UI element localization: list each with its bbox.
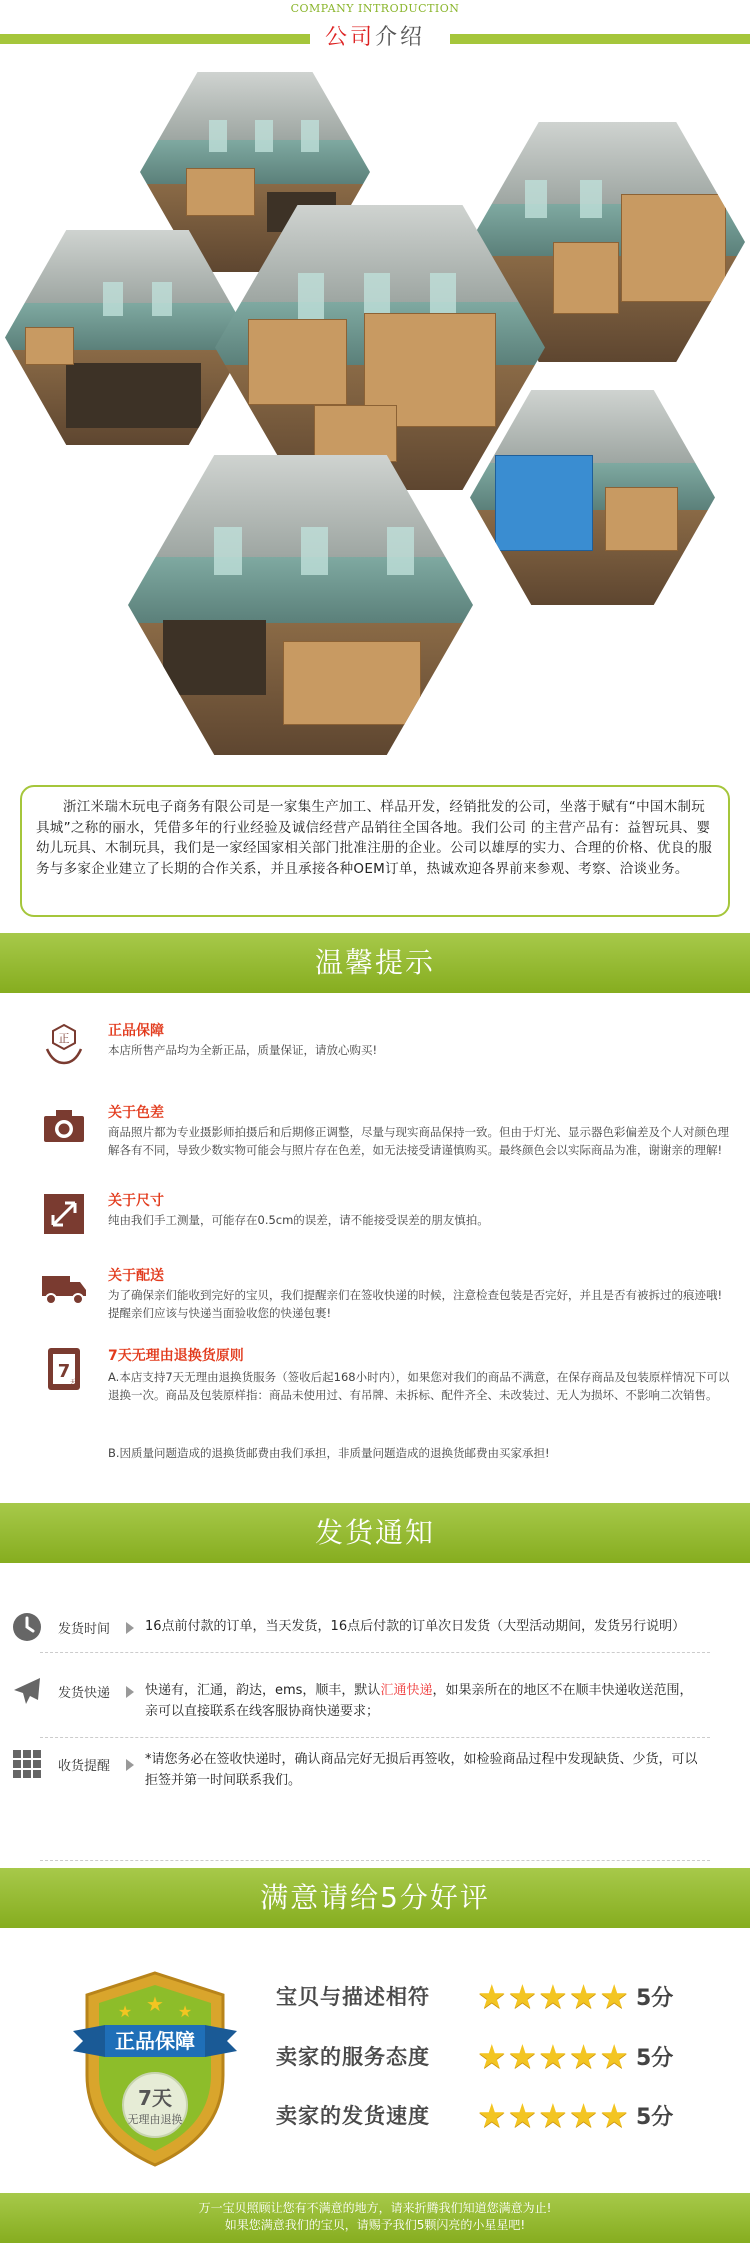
svg-text:正: 正 [58,1032,70,1045]
tip-text-b: B.因质量问题造成的退换货邮费由我们承担，非质量问题造成的退换货邮费由买家承担! [108,1446,550,1460]
tips-banner-title: 温馨提示 [314,946,435,979]
warehouse-photo-5 [470,390,715,605]
tip-delivery [40,1265,730,1325]
svg-text:★: ★ [117,2002,133,2021]
five-stars-icon: ★★★★★ [477,2096,630,2135]
svg-text:天: 天 [69,1379,77,1386]
tip-title: 正品保障 [108,1023,164,1039]
tip-text: 纯由我们手工测量，可能存在0.5cm的误差，请不能接受误差的朋友慎拍。 [108,1213,489,1227]
five-stars-icon: ★★★★★ [477,1977,630,2016]
shipping-value: 16点前付款的订单，当天发货，16点后付款的订单次日发货（大型活动期间，发货另行说明） [145,1619,686,1634]
rating-label: 卖家的服务态度 [276,2045,430,2069]
arrow-right-icon [126,1759,134,1771]
resize-icon [40,1190,88,1238]
svg-text:★: ★ [177,2002,193,2021]
tip-color [40,1102,730,1182]
genuine-icon [40,1020,88,1068]
arrow-right-icon [126,1622,134,1634]
shipping-label: 收货提醒 [58,1759,111,1774]
svg-text:7: 7 [57,1361,71,1382]
svg-text:★: ★ [146,1992,164,2016]
tips-banner [0,933,750,993]
shipping-banner-title: 发货通知 [314,1516,435,1549]
rating-row-description [270,1975,710,2015]
rating-score: 5分 [636,2046,674,2071]
shipping-value: *请您务必在签收快递时，确认商品完好无损后再签收，如检验商品过程中发现缺货、少货，可以拒签并第一时间联系我们。 [145,1752,698,1788]
tip-text: 本店所售产品均为全新正品，质量保证，请放心购买! [108,1043,378,1057]
footer-banner [0,2193,750,2243]
shipping-banner [0,1503,750,1563]
badge-sub: 无理由退换 [127,2113,183,2126]
rating-label: 宝贝与描述相符 [276,1985,430,2009]
divider [40,1860,710,1861]
rating-banner [0,1868,750,1928]
rating-score: 5分 [636,2105,674,2130]
return-icon [40,1345,88,1393]
divider [40,1652,710,1653]
camera-icon [40,1102,88,1150]
shipping-row-time [0,1610,750,1650]
rating-row-service [270,2035,710,2075]
divider [40,1737,710,1738]
arrow-right-icon [126,1686,134,1698]
five-stars-icon: ★★★★★ [477,2037,630,2076]
tip-text: 为了确保亲们能收到完好的宝贝，我们提醒亲们在签收快递的时候，注意检查包装是否完好，并且是否有被拆过的痕迹哦! 提醒亲们应该与快递当面验收您的快递包裹! [108,1288,723,1320]
tip-title: 7天无理由退换货原则 [108,1348,244,1364]
clock-icon [10,1610,44,1644]
shipping-label: 发货时间 [58,1622,111,1637]
warehouse-photo-gallery [0,60,750,770]
badge-title: 正品保障 [115,2029,195,2053]
rating-row-shipping [270,2094,710,2134]
footer-line-2: 如果您满意我们的宝贝，请赐予我们5颗闪亮的小星星吧! [224,2218,526,2232]
tip-title: 关于色差 [108,1105,164,1121]
shipping-label: 发货快递 [58,1686,111,1701]
grid-icon [10,1747,44,1781]
truck-icon [40,1265,88,1313]
shipping-row-express [0,1670,750,1730]
header-title: 公司介绍 [324,25,426,50]
tip-text: 商品照片都为专业摄影师拍摄后和后期修正调整，尽量与现实商品保持一致。但由于灯光、显示器色彩偏差及个人对颜色理解各有不同，导致少数实物可能会与照片存在色差，如无法接受请谨慎购买。最终颜色会以实际商品为准，谢谢亲的理解! [108,1125,729,1157]
header-subtitle: COMPANY INTRODUCTION [290,2,460,15]
tip-title: 关于配送 [108,1268,164,1284]
shipping-value: 快递有，汇通，韵达，ems，顺丰，默认汇通快递，如果亲所在的地区不在顺丰快递收送范围，亲可以直接联系在线客服协商快递要求； [145,1683,693,1719]
company-intro-text: 浙江米瑞木玩电子商务有限公司是一家集生产加工、样品开发，经销批发的公司，坐落于赋有“中国木制玩具城”之称的丽水，凭借多年的行业经验及诚信经营产品销往全国各地。我们公司 的主营产品有：益智玩具、婴幼儿玩具、木制玩具，我们是一家经国家相关部门批准注册的企业。公司以雄厚的实力、合理的价格、优良的服务与多家企业建立了长期的合作关系，并且承接各种OEM订单，热诚欢迎各界前来参观、考察、洽谈业务。 [36,799,713,877]
tip-title: 关于尺寸 [108,1193,164,1209]
rating-label: 卖家的发货速度 [276,2104,430,2128]
guarantee-badge [65,1965,245,2175]
rating-score: 5分 [636,1986,674,2011]
section-header [0,0,750,48]
footer-line-1: 万一宝贝照顾让您有不满意的地方，请来折腾我们知道您满意为止! [198,2201,552,2215]
tip-genuine [40,1020,730,1072]
badge-days: 7天 [138,2086,172,2110]
tip-text-a: A.本店支持7天无理由退换货服务（签收后起168小时内），如果您对我们的商品不满意，在保存商品及包装原样情况下可以退换一次。商品及包装原样指：商品未使用过、有吊牌、未拆标、配件齐全、未改装过、无人为损坏、不影响二次销售。 [108,1370,730,1402]
tip-return [40,1345,730,1470]
shipping-row-reminder [0,1745,750,1805]
tip-size [40,1190,730,1240]
warehouse-photo-6 [128,455,473,755]
company-intro-box [20,785,730,917]
airplane-icon [10,1674,44,1708]
rating-banner-title: 满意请给5分好评 [260,1881,490,1914]
